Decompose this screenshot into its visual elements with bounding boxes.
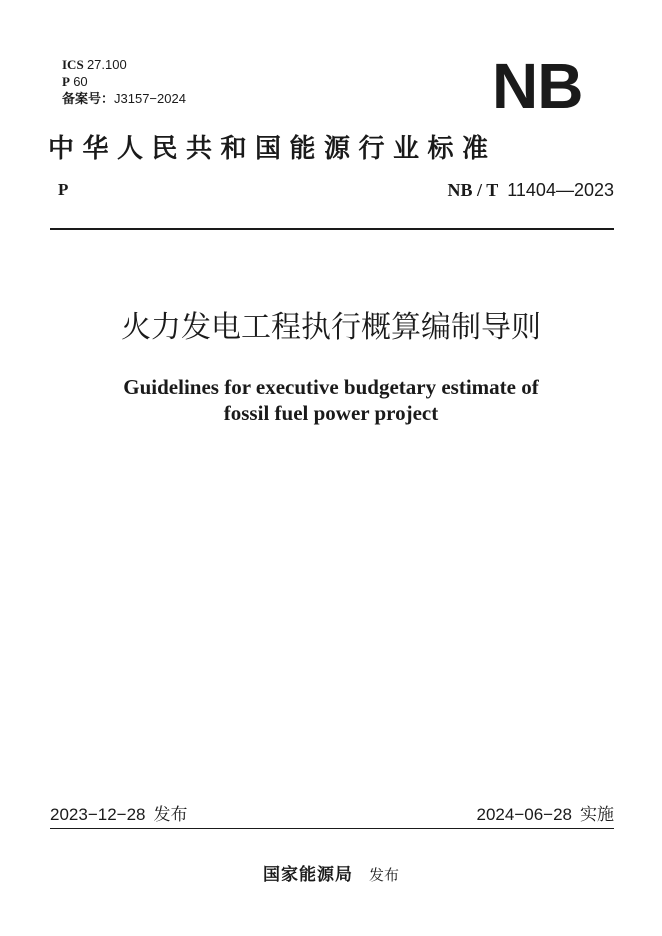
title-english: [0, 374, 662, 426]
publisher-organization: 国家能源局: [262, 865, 353, 885]
issue-date: 2023−12−28: [50, 805, 146, 824]
top-divider: [50, 228, 614, 230]
standard-number: [448, 180, 614, 201]
issue-date-line: [50, 800, 188, 825]
effective-date-line: [477, 800, 615, 825]
title-english-line-1: Guidelines for executive budgetary estimate of: [123, 375, 539, 399]
issue-word: 发布: [153, 805, 188, 825]
ics-code: ICS 27.100: [62, 57, 127, 72]
classification-block: [62, 56, 186, 108]
title-english-line-2: fossil fuel power project: [223, 401, 439, 425]
standard-number-prefix: NB / T: [447, 180, 499, 200]
publisher-word: 发布: [368, 866, 399, 884]
industry-standard-title: 中华人民共和国能源行业标准: [48, 134, 497, 164]
nb-logo: NB: [492, 50, 583, 122]
effective-word: 实施: [580, 805, 614, 825]
classification-code: P 60: [62, 74, 88, 89]
standard-number-value: 11404—2023: [507, 180, 614, 200]
category-letter: P: [58, 180, 69, 199]
bottom-divider: [50, 828, 614, 829]
title-chinese: 火力发电工程执行概算编制导则: [121, 310, 541, 345]
filing-number: 备案号：J3157−2024: [62, 91, 186, 107]
publisher-line: [0, 860, 662, 885]
effective-date: 2024−06−28: [476, 805, 572, 824]
